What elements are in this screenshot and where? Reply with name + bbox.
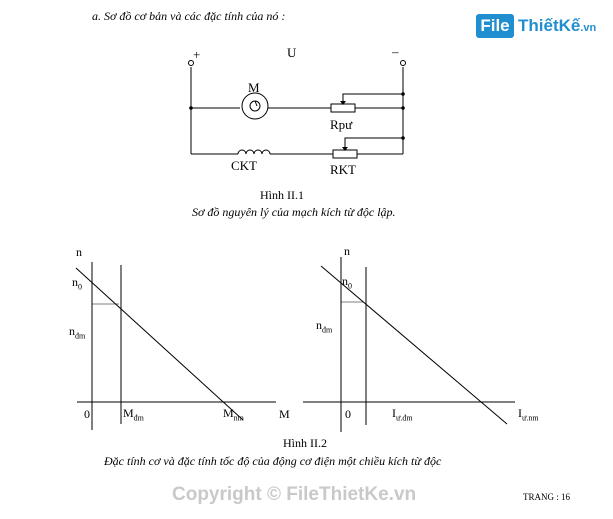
minus-label: – [392,44,399,59]
rkt-resistor [333,150,357,158]
left-mnm-sub: nm [233,413,244,423]
figure1-caption: Sơ đồ nguyên lý của mạch kích từ độc lập. [192,205,396,219]
right-x-axis-label [518,406,539,422]
right-idm-sub: ư.đm [396,413,413,423]
logo-box: File [476,14,514,38]
right-origin-label: 0 [345,407,351,421]
left-y-axis-label: n [76,245,82,259]
right-ndm-sub: đm [322,325,333,335]
page-number: TRANG : 16 [523,492,570,502]
right-n0-label [342,274,352,290]
logo-domain: .vn [580,22,597,34]
left-mdm-main: M [123,406,134,420]
logo-name: ThiếtKế [518,16,581,35]
right-ndm-label [316,318,332,334]
rpu-slider-wire [343,94,403,104]
left-mnm-label [223,406,244,422]
right-n0-sub: 0 [348,281,352,291]
plus-label: + [193,47,201,62]
left-n0-label [72,275,82,291]
left-characteristic-line [76,268,244,423]
rpu-resistor [331,104,355,112]
motor-circle [242,93,268,119]
junction-dot [401,136,405,140]
left-mdm-label [123,406,144,422]
motor-inner-circle [250,101,260,111]
motor-label: M [248,80,260,95]
ckt-label: CKT [231,158,257,173]
rkt-slider-wire [345,138,403,150]
left-n0-sub: 0 [78,282,82,292]
left-n0-main: n [72,275,78,289]
copyright-watermark: Copyright © FileThietKe.vn [172,484,417,505]
ckt-coil [238,150,270,154]
left-mdm-sub: đm [133,413,144,423]
left-ndm-main: n [69,324,75,338]
figure2-title: Hình II.2 [283,436,327,450]
right-x-axis-sub: ư.nm [522,413,539,423]
junction-dot [401,92,405,96]
right-idm-label [392,406,413,422]
rpu-label: Rpư [330,117,353,132]
left-mnm-main: M [223,406,234,420]
left-ndm-sub: đm [75,331,86,341]
voltage-label: U [287,45,297,60]
left-x-axis-label: M [279,407,290,421]
left-origin-label: 0 [84,407,90,421]
right-x-axis-main: I [518,406,522,420]
figure2-caption: Đặc tính cơ và đặc tính tốc độ của động cơ điện một chiều kích từ độc [104,454,442,468]
section-heading: a. Sơ đồ cơ bản và các đặc tính của nó : [92,9,286,23]
rkt-label: RKT [330,162,356,177]
junction-dot [401,106,405,110]
junction-dot [189,106,193,110]
right-y-axis-label: n [344,244,350,258]
right-n0-main: n [342,274,348,288]
right-idm-main: I [392,406,396,420]
figure1-title: Hình II.1 [260,188,304,202]
minus-terminal [401,61,406,66]
left-ndm-label [69,324,85,340]
graph-left-lines [76,262,276,430]
right-ndm-main: n [316,318,322,332]
